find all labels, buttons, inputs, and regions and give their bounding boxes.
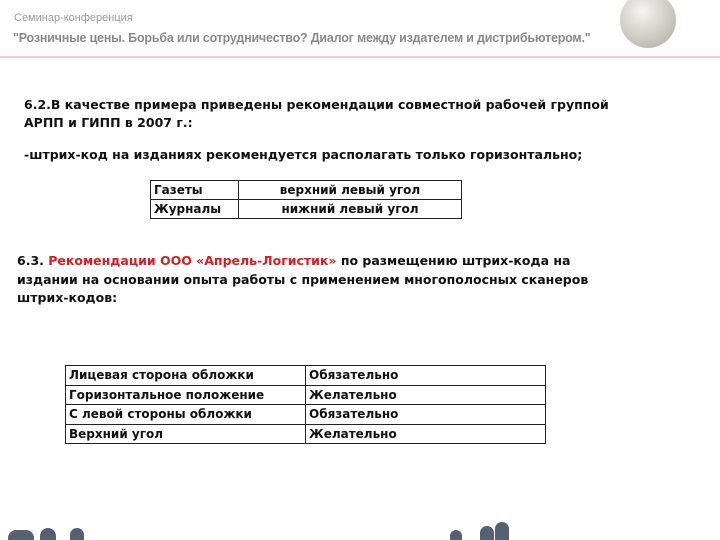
cell: Обязательно <box>306 405 546 425</box>
section-6-2-line1: 6.2.В качестве примера приведены рекомендации совместной рабочей группой <box>24 97 609 112</box>
section-6-2-line2: АРПП и ГИПП в 2007 г.: <box>24 115 193 130</box>
conference-subtitle: Семинар-конференция <box>14 12 133 24</box>
table-recommendations <box>65 365 546 444</box>
highlight-text: Рекомендации ООО «Апрель-Логистик» <box>48 253 337 268</box>
cell: С левой стороны обложки <box>66 405 306 425</box>
table-row <box>66 385 546 405</box>
cell: Газеты <box>151 181 239 200</box>
cell: нижний левый угол <box>239 200 462 219</box>
table-row <box>151 200 462 219</box>
cell: верхний левый угол <box>239 181 462 200</box>
section-6-3-line3: штрих-кодов: <box>17 290 118 305</box>
cell: Желательно <box>306 424 546 444</box>
cell: Горизонтальное положение <box>66 385 306 405</box>
cell: Лицевая сторона обложки <box>66 366 306 386</box>
section-6-3-line2: издании на основании опыта работы с применением многополосных сканеров <box>17 271 589 287</box>
section-number: 6.3. <box>17 253 49 268</box>
barcode-note: -штрих-код на изданиях рекомендуется располагать только горизонтально; <box>24 147 583 162</box>
section-6-3-line1: по размещению штрих-кода на <box>336 253 571 268</box>
cell: Обязательно <box>306 366 546 386</box>
conference-title: "Розничные цены. Борьба или сотрудничество? Диалог между издателем и дистрибьютером." <box>13 31 591 45</box>
section-6-3 <box>17 252 637 308</box>
table-row <box>151 181 462 200</box>
cell: Желательно <box>306 385 546 405</box>
table-row <box>66 366 546 386</box>
table-row <box>66 424 546 444</box>
coin-logo <box>620 0 676 48</box>
table-placement-by-type <box>150 180 462 219</box>
section-6-2 <box>24 96 664 132</box>
cell: Журналы <box>151 200 239 219</box>
header-divider <box>0 56 720 58</box>
table-row <box>66 405 546 425</box>
cell: Верхний угол <box>66 424 306 444</box>
